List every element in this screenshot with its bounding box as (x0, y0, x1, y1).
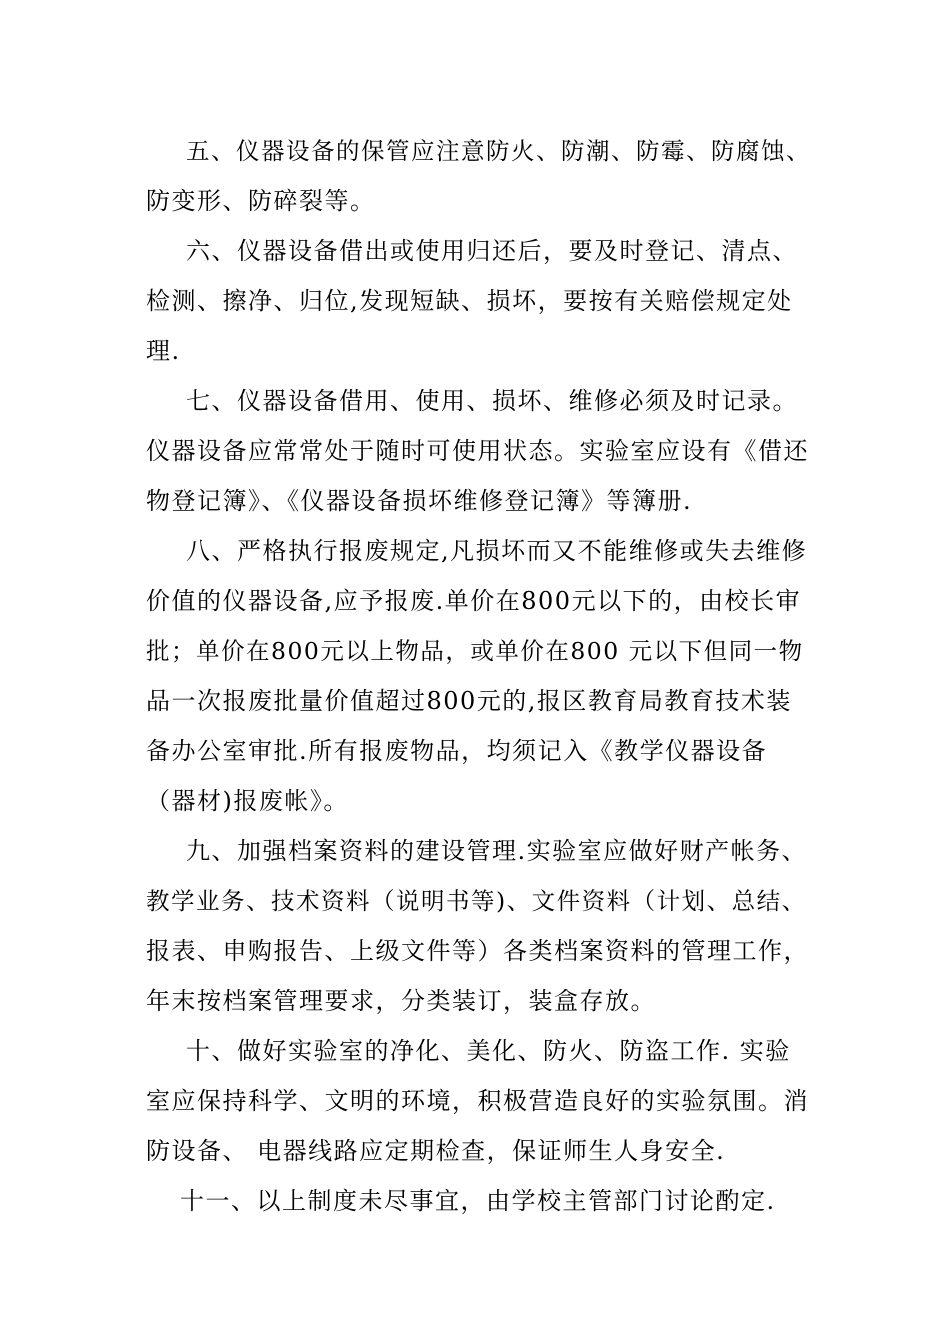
text-line: 理. (146, 337, 181, 365)
text-line: 六、仪器设备借出或使用归还后，要及时登记、清点、 (186, 237, 798, 265)
text-line: 十一、以上制度未尽事宜，由学校主管部门讨论酌定. (180, 1187, 776, 1215)
text-line: 七、仪器设备借用、使用、损坏、维修必须及时记录。 (186, 387, 798, 415)
text-line: 五、仪器设备的保管应注意防火、防潮、防霉、防腐蚀、 (186, 137, 811, 165)
text-line: 检测、擦净、归位,发现短缺、损坏，要按有关赔偿规定处 (146, 287, 793, 315)
text-line: 物登记簿》、《仪器设备损坏维修登记簿》等簿册. (146, 487, 693, 515)
text-line: 室应保持科学、文明的环境，积极营造良好的实验氛围。消 (146, 1087, 809, 1115)
text-line: 防设备、 电器线路应定期检查，保证师生人身安全. (146, 1137, 726, 1165)
text-line: 报表、申购报告、上级文件等）各类档案资料的管理工作， (146, 937, 809, 965)
text-line: 年末按档案管理要求，分类装订，装盒存放。 (146, 987, 656, 1015)
text-line: （器材)报废帐》。 (146, 787, 349, 815)
text-line: 批；单价在800元以上物品，或单价在800 元以下但同一物 (146, 637, 804, 665)
text-line: 十、做好实验室的净化、美化、防火、防盗工作. 实验 (186, 1037, 791, 1065)
text-line: 教学业务、技术资料（说明书等)、文件资料（计划、总结、 (146, 887, 807, 915)
text-line: 仪器设备应常常处于随时可使用状态。实验室应设有《借还 (146, 437, 809, 465)
text-line: 防变形、防碎裂等。 (146, 187, 376, 215)
text-line: 八、严格执行报废规定,凡损坏而又不能维修或失去维修 (186, 537, 808, 565)
text-line: 品一次报废批量价值超过800元的,报区教育局教育技术装 (146, 687, 792, 715)
text-line: 九、加强档案资料的建设管理.实验室应做好财产帐务、 (186, 837, 808, 865)
text-line: 价值的仪器设备,应予报废.单价在800元以下的，由校长审 (146, 587, 802, 615)
text-line: 备办公室审批.所有报废物品，均须记入《教学仪器设备 (146, 737, 768, 765)
